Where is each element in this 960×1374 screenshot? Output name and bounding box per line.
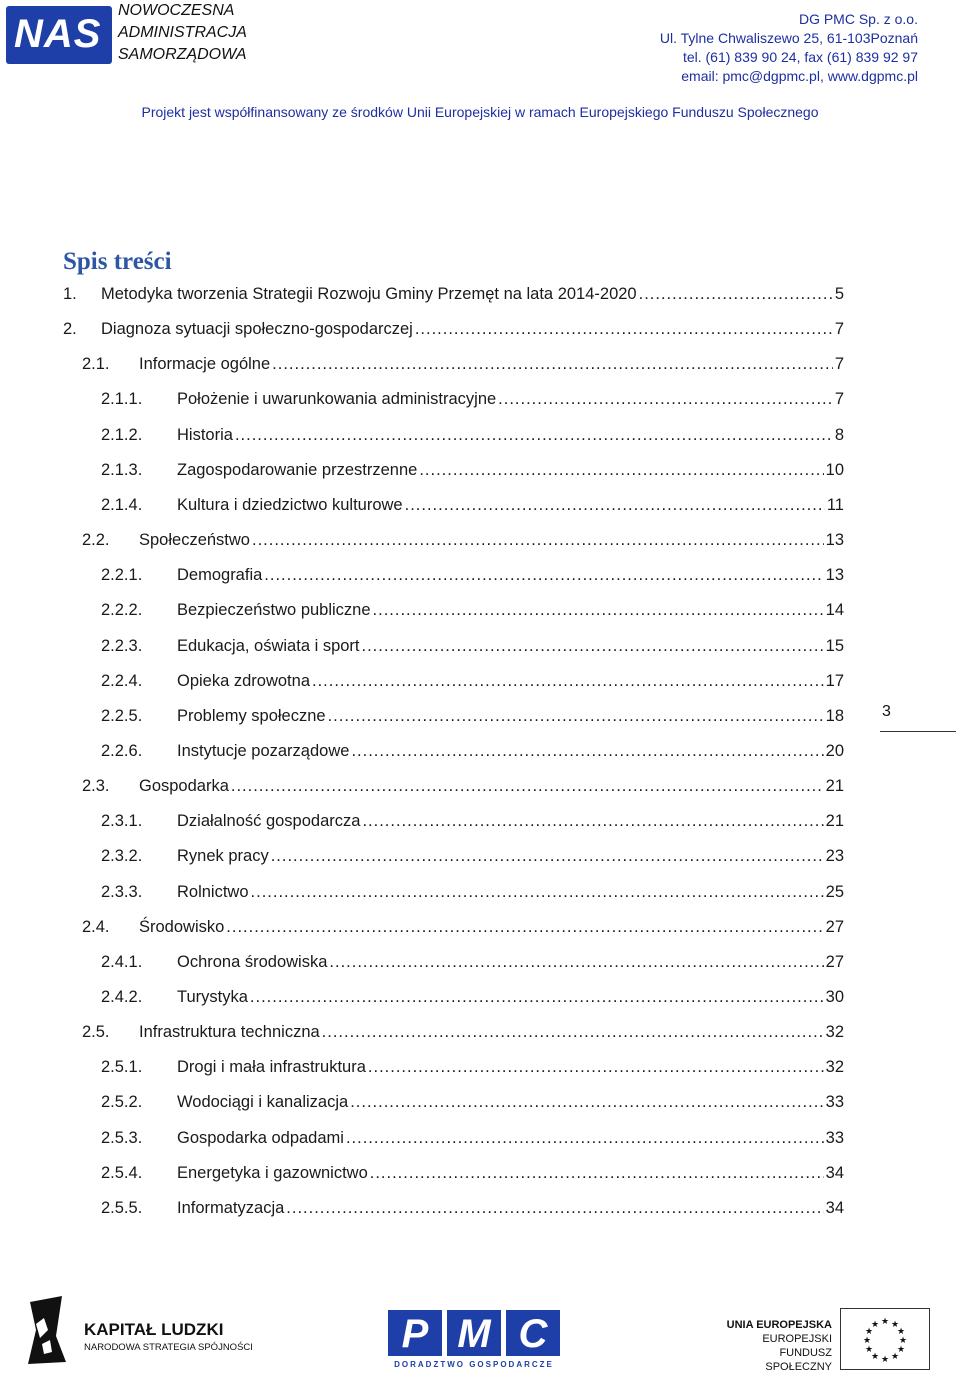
- toc-entry-title[interactable]: Problemy społeczne: [177, 706, 326, 725]
- toc-entry-page: 10: [825, 460, 844, 479]
- nas-line: ADMINISTRACJA: [118, 24, 247, 41]
- company-contact: [660, 10, 918, 86]
- svg-text:★: ★: [870, 1320, 880, 1330]
- toc-entry-page: 11: [826, 495, 844, 514]
- toc-entry-title[interactable]: Infrastruktura techniczna: [139, 1023, 320, 1042]
- toc-entry-page: 32: [825, 1023, 844, 1042]
- toc-entry-leader: [329, 953, 823, 972]
- toc-entry-title[interactable]: Kultura i dziedzictwo kulturowe: [177, 495, 403, 514]
- toc-entry[interactable]: [101, 421, 844, 445]
- svg-text:★: ★: [862, 1336, 872, 1346]
- toc-entry[interactable]: [63, 280, 844, 304]
- toc-entry-leader: [498, 390, 833, 409]
- toc-entry-number: 2.1.3.: [101, 460, 143, 479]
- toc-entry[interactable]: [82, 1018, 844, 1042]
- toc-entry-title[interactable]: Turystyka: [177, 988, 248, 1006]
- toc-entry[interactable]: [101, 1088, 844, 1112]
- toc-entry-page: 21: [825, 777, 844, 796]
- toc-entry-page: 7: [834, 390, 844, 409]
- toc-entry-leader: [271, 847, 824, 866]
- toc-entry[interactable]: [101, 1053, 844, 1077]
- toc-entry-number: 2.5.: [82, 1023, 110, 1042]
- toc-entry-number: 2.2.3.: [101, 636, 143, 655]
- page-number-rule: [880, 731, 956, 732]
- pmc-logo: [388, 1310, 560, 1368]
- toc-entry-title[interactable]: Diagnoza sytuacji społeczno-gospodarczej: [101, 320, 413, 339]
- toc-title: Spis treści: [63, 248, 172, 275]
- toc-entry-title[interactable]: Instytucje pozarządowe: [177, 741, 350, 760]
- toc-entry-leader: [328, 707, 824, 726]
- toc-entry-number: 2.5.1.: [101, 1058, 143, 1077]
- company-name: DG PMC Sp. z o.o.: [798, 11, 918, 27]
- toc-entry-leader: [286, 1199, 823, 1218]
- toc-entry-number: 2.3.3.: [101, 882, 143, 901]
- toc-entry[interactable]: [101, 632, 844, 656]
- toc-entry-title[interactable]: Demografia: [177, 566, 263, 585]
- toc-entry-leader: [639, 285, 833, 304]
- company-phone: tel. (61) 839 90 24, fax (61) 839 92 97: [682, 49, 918, 65]
- toc-entry-number: 1.: [63, 285, 77, 303]
- toc-entry-title[interactable]: Informacje ogólne: [139, 355, 271, 374]
- toc-entry-page: 5: [834, 285, 844, 303]
- toc-entry-number: 2.2.4.: [101, 671, 143, 690]
- toc-entry[interactable]: [101, 948, 844, 972]
- nas-line: SAMORZĄDOWA: [118, 46, 247, 63]
- svg-text:★: ★: [896, 1345, 906, 1355]
- toc-entry[interactable]: [63, 315, 844, 339]
- kapital-ludzki-logo: [84, 1320, 253, 1353]
- toc-entry-leader: [405, 496, 825, 515]
- nas-logo: [6, 6, 112, 64]
- toc-entry-number: 2.3.: [82, 777, 110, 796]
- nas-logo-text: [118, 0, 247, 66]
- toc-entry[interactable]: [101, 983, 844, 1007]
- toc-entry-number: 2.1.1.: [101, 390, 143, 409]
- toc-entry-leader: [264, 566, 823, 585]
- toc-entry-page: 21: [825, 812, 844, 831]
- toc-entry-leader: [252, 531, 824, 550]
- pmc-letter: P: [388, 1310, 442, 1356]
- toc-entry-page: 7: [834, 320, 844, 339]
- toc-entry[interactable]: [101, 1124, 844, 1148]
- svg-text:★: ★: [864, 1327, 874, 1337]
- toc-entry-title[interactable]: Gospodarka odpadami: [177, 1128, 344, 1147]
- kl-title: KAPITAŁ LUDZKI: [84, 1320, 224, 1339]
- toc-entry[interactable]: [82, 772, 844, 796]
- pmc-letter: C: [506, 1310, 560, 1356]
- eu-line: UNIA EUROPEJSKA: [726, 1319, 832, 1331]
- svg-text:★: ★: [880, 1317, 890, 1327]
- toc-entry-title[interactable]: Bezpieczeństwo publiczne: [177, 601, 371, 620]
- page-number: 3: [882, 703, 891, 720]
- toc-entry-title[interactable]: Informatyzacja: [177, 1198, 285, 1217]
- toc-entry-title[interactable]: Rolnictwo: [177, 882, 249, 901]
- toc-entry-title[interactable]: Działalność gospodarcza: [177, 812, 361, 831]
- toc-entry-page: 13: [825, 531, 844, 550]
- toc-entry-title[interactable]: Historia: [177, 425, 233, 444]
- toc-entry[interactable]: [82, 350, 844, 374]
- toc-entry-leader: [419, 461, 823, 480]
- nas-logo-abbr: NAS: [14, 12, 102, 56]
- toc-entry-page: 33: [825, 1093, 844, 1112]
- company-address: Ul. Tylne Chwaliszewo 25, 61-103Poznań: [659, 30, 918, 46]
- toc-entry[interactable]: [101, 667, 844, 691]
- eu-flag-icon: [840, 1308, 930, 1370]
- toc-entry[interactable]: [101, 456, 844, 480]
- toc-entry-leader: [231, 777, 824, 796]
- svg-text:★: ★: [870, 1352, 880, 1362]
- toc-entry-leader: [373, 601, 824, 620]
- toc-entry-leader: [368, 1058, 824, 1077]
- kapital-ludzki-icon: [22, 1296, 68, 1364]
- toc-entry[interactable]: [101, 842, 844, 866]
- toc-entry[interactable]: [101, 1194, 844, 1218]
- toc-entry-leader: [346, 1129, 824, 1148]
- toc-entry-page: 25: [825, 882, 844, 901]
- toc-entry-page: 17: [825, 671, 844, 690]
- toc-entry-page: 34: [825, 1198, 844, 1217]
- toc-entry-leader: [370, 1164, 824, 1183]
- eu-fund-logo-text: [716, 1318, 832, 1374]
- toc-entry-page: 15: [825, 636, 844, 655]
- toc-entry-leader: [415, 320, 833, 339]
- project-funding-note: Projekt jest współfinansowany ze środków Unii Europejskiej w ramach Europejskiego Funduszu Społecznego: [141, 104, 819, 120]
- toc-entry-page: 8: [834, 425, 844, 444]
- toc-entry-title[interactable]: Drogi i mała infrastruktura: [177, 1058, 366, 1077]
- toc-entry-title[interactable]: Rynek pracy: [177, 847, 269, 866]
- toc-entry-page: 7: [834, 355, 844, 374]
- toc-entry-number: 2.4.: [82, 917, 110, 936]
- toc-entry-page: 34: [825, 1163, 844, 1182]
- svg-text:★: ★: [896, 1327, 906, 1337]
- toc-entry-number: 2.5.4.: [101, 1163, 143, 1182]
- toc-entry[interactable]: [101, 1159, 844, 1183]
- toc-entry-number: 2.4.1.: [101, 952, 143, 971]
- toc-entry-number: 2.4.2.: [101, 988, 143, 1006]
- toc-entry[interactable]: [82, 526, 844, 550]
- toc-entry-number: 2.5.5.: [101, 1198, 143, 1217]
- toc-entry-number: 2.: [63, 320, 77, 339]
- eu-line: FUNDUSZ SPOŁECZNY: [765, 1347, 832, 1373]
- toc-entry-leader: [351, 742, 823, 761]
- pmc-caption: DORADZTWO GOSPODARCZE: [394, 1360, 554, 1369]
- toc-entry-leader: [251, 883, 824, 902]
- toc-entry-number: 2.2.6.: [101, 741, 143, 760]
- toc-entry-leader: [362, 637, 824, 656]
- toc-entry-title[interactable]: Opieka zdrowotna: [177, 671, 310, 690]
- company-email: email: pmc@dgpmc.pl, www.dgpmc.pl: [681, 68, 918, 84]
- toc-entry[interactable]: [101, 702, 844, 726]
- toc-entry-number: 2.2.2.: [101, 601, 143, 620]
- toc-entry-title[interactable]: Środowisko: [139, 917, 225, 936]
- eu-line: EUROPEJSKI: [762, 1333, 832, 1345]
- toc-entry-number: 2.5.2.: [101, 1093, 143, 1112]
- toc-entry-number: 2.1.2.: [101, 425, 143, 444]
- svg-text:★: ★: [890, 1320, 900, 1330]
- toc-entry-number: 2.2.: [82, 531, 110, 550]
- svg-text:★: ★: [890, 1352, 900, 1362]
- toc-entry-page: 33: [825, 1128, 844, 1147]
- toc-entry-page: 27: [825, 917, 844, 936]
- toc-entry-title[interactable]: Ochrona środowiska: [177, 952, 328, 971]
- toc-entry[interactable]: [82, 913, 844, 937]
- toc-entry-page: 18: [825, 706, 844, 725]
- toc-entry-leader: [235, 426, 833, 445]
- toc-entry-page: 32: [825, 1058, 844, 1077]
- toc-entry-page: 13: [825, 566, 844, 585]
- toc-entry[interactable]: [101, 737, 844, 761]
- toc-entry-title[interactable]: Wodociągi i kanalizacja: [177, 1093, 349, 1112]
- toc-entry[interactable]: [101, 491, 844, 515]
- toc-entry-title[interactable]: Edukacja, oświata i sport: [177, 636, 360, 655]
- toc-entry-number: 2.3.1.: [101, 812, 143, 831]
- kl-subtitle: NARODOWA STRATEGIA SPÓJNOŚCI: [84, 1342, 253, 1353]
- toc-entry-title[interactable]: Energetyka i gazownictwo: [177, 1163, 368, 1182]
- toc-entry-leader: [362, 812, 823, 831]
- toc-entry-page: 23: [825, 847, 844, 866]
- toc-entry-title[interactable]: Położenie i uwarunkowania administracyjne: [177, 390, 497, 409]
- toc-entry-title[interactable]: Gospodarka: [139, 777, 229, 796]
- toc-entry-number: 2.1.: [82, 355, 110, 374]
- toc-entry-number: 2.3.2.: [101, 847, 143, 866]
- toc-entry-leader: [226, 918, 823, 937]
- toc-entry-number: 2.5.3.: [101, 1128, 143, 1147]
- toc-entry[interactable]: [101, 878, 844, 902]
- toc-entry-page: 27: [825, 952, 844, 971]
- toc-entry[interactable]: [101, 561, 844, 585]
- toc-entry-leader: [250, 988, 824, 1007]
- svg-text:★: ★: [880, 1355, 890, 1365]
- svg-text:★: ★: [898, 1336, 908, 1346]
- toc-entry-title[interactable]: Metodyka tworzenia Strategii Rozwoju Gminy Przemęt na lata 2014-2020: [101, 285, 637, 303]
- toc-entry[interactable]: [101, 807, 844, 831]
- toc-entry-page: 14: [825, 601, 844, 620]
- toc-entry-number: 2.2.1.: [101, 566, 143, 585]
- toc-entry-title[interactable]: Zagospodarowanie przestrzenne: [177, 460, 418, 479]
- toc-entry-number: 2.2.5.: [101, 706, 143, 725]
- toc-entry-leader: [322, 1023, 824, 1042]
- pmc-letter: M: [447, 1310, 501, 1356]
- toc-entry-title[interactable]: Społeczeństwo: [139, 531, 250, 550]
- svg-text:★: ★: [864, 1345, 874, 1355]
- toc-entry-leader: [272, 355, 833, 374]
- toc-entry-number: 2.1.4.: [101, 495, 143, 514]
- toc-entry-leader: [350, 1093, 823, 1112]
- toc-entry-page: 20: [825, 741, 844, 760]
- toc-entry[interactable]: [101, 385, 844, 409]
- nas-line: NOWOCZESNA: [118, 2, 235, 19]
- toc-entry-page: 30: [825, 988, 844, 1006]
- toc-entry[interactable]: [101, 596, 844, 620]
- toc-entry-leader: [312, 672, 824, 691]
